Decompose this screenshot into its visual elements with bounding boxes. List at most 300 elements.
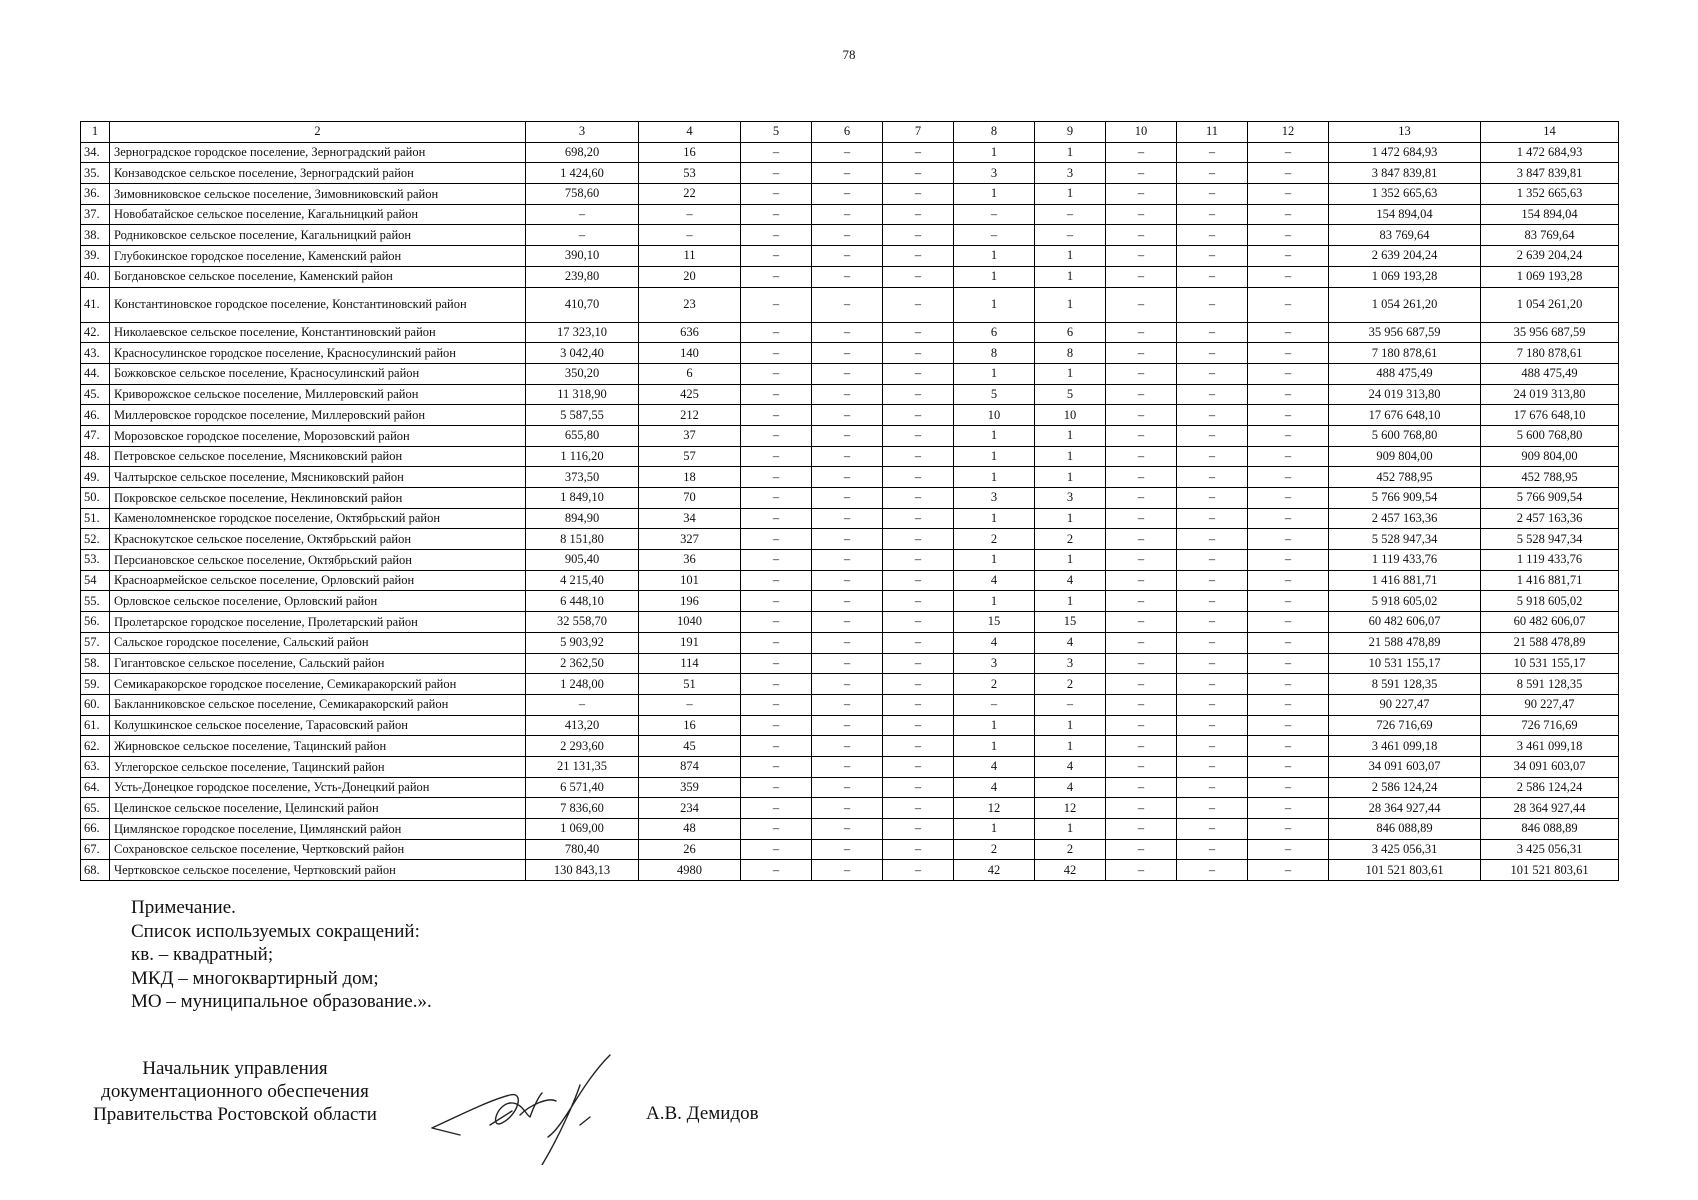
settlement-name-cell: Усть-Донецкое городское поселение, Усть-Донецкий район — [110, 777, 526, 798]
value-cell: – — [1106, 839, 1177, 860]
value-cell: 1 472 684,93 — [1329, 142, 1481, 163]
value-cell: – — [1248, 508, 1329, 529]
column-header: 2 — [110, 122, 526, 143]
value-cell: – — [1248, 446, 1329, 467]
value-cell: – — [1248, 322, 1329, 343]
value-cell: 1 — [1035, 446, 1106, 467]
value-cell: 32 558,70 — [526, 612, 639, 633]
value-cell: 5 528 947,34 — [1329, 529, 1481, 550]
value-cell: 42 — [954, 860, 1035, 881]
row-number-cell: 63. — [81, 756, 110, 777]
value-cell: 390,10 — [526, 246, 639, 267]
value-cell: 51 — [639, 674, 741, 695]
value-cell: – — [1248, 488, 1329, 509]
value-cell: – — [883, 570, 954, 591]
value-cell: – — [883, 736, 954, 757]
value-cell: – — [812, 287, 883, 322]
value-cell: – — [883, 819, 954, 840]
column-header: 14 — [1481, 122, 1619, 143]
value-cell: – — [883, 246, 954, 267]
value-cell: – — [741, 287, 812, 322]
value-cell: – — [1177, 736, 1248, 757]
row-number-cell: 52. — [81, 529, 110, 550]
table-row — [81, 322, 1619, 343]
row-number-cell: 49. — [81, 467, 110, 488]
data-table — [80, 121, 1619, 881]
value-cell: 2 639 204,24 — [1481, 246, 1619, 267]
value-cell: – — [1106, 570, 1177, 591]
value-cell: 7 180 878,61 — [1329, 343, 1481, 364]
value-cell: 140 — [639, 343, 741, 364]
value-cell: 350,20 — [526, 363, 639, 384]
value-cell: – — [883, 612, 954, 633]
row-number-cell: 65. — [81, 798, 110, 819]
table-row — [81, 632, 1619, 653]
value-cell: 22 — [639, 184, 741, 205]
value-cell: 6 448,10 — [526, 591, 639, 612]
value-cell: – — [741, 322, 812, 343]
table-row — [81, 163, 1619, 184]
settlement-name-cell: Орловское сельское поселение, Орловский район — [110, 591, 526, 612]
value-cell: 15 — [954, 612, 1035, 633]
table-row — [81, 266, 1619, 287]
value-cell: 1 — [954, 287, 1035, 322]
table-row — [81, 405, 1619, 426]
value-cell: 5 — [1035, 384, 1106, 405]
table-row — [81, 363, 1619, 384]
value-cell: 17 323,10 — [526, 322, 639, 343]
column-header: 11 — [1177, 122, 1248, 143]
table-row — [81, 287, 1619, 322]
settlement-name-cell: Гигантовское сельское поселение, Сальский район — [110, 653, 526, 674]
value-cell: 6 — [954, 322, 1035, 343]
value-cell: – — [526, 204, 639, 225]
value-cell: – — [1106, 405, 1177, 426]
table-row — [81, 550, 1619, 571]
value-cell: 5 528 947,34 — [1481, 529, 1619, 550]
value-cell: – — [741, 204, 812, 225]
table-row — [81, 612, 1619, 633]
value-cell: 1040 — [639, 612, 741, 633]
value-cell: 1 — [954, 715, 1035, 736]
value-cell: 20 — [639, 266, 741, 287]
settlement-name-cell: Красносулинское городское поселение, Красносулинский район — [110, 343, 526, 364]
value-cell: – — [1248, 570, 1329, 591]
value-cell: 45 — [639, 736, 741, 757]
value-cell: – — [1248, 653, 1329, 674]
settlement-name-cell: Сохрановское сельское поселение, Чертковский район — [110, 839, 526, 860]
value-cell: 2 — [1035, 529, 1106, 550]
column-header: 8 — [954, 122, 1035, 143]
value-cell: 327 — [639, 529, 741, 550]
value-cell: 3 — [1035, 163, 1106, 184]
value-cell: – — [1106, 508, 1177, 529]
value-cell: 1 — [954, 591, 1035, 612]
value-cell: – — [1106, 163, 1177, 184]
table-row — [81, 184, 1619, 205]
value-cell: – — [883, 529, 954, 550]
value-cell: – — [1177, 777, 1248, 798]
value-cell: – — [1248, 425, 1329, 446]
value-cell: – — [1177, 425, 1248, 446]
value-cell: – — [741, 425, 812, 446]
table-row — [81, 777, 1619, 798]
value-cell: – — [812, 322, 883, 343]
value-cell: – — [1106, 798, 1177, 819]
value-cell: – — [812, 343, 883, 364]
value-cell: 846 088,89 — [1481, 819, 1619, 840]
value-cell: – — [1106, 467, 1177, 488]
value-cell: – — [812, 819, 883, 840]
value-cell: – — [812, 591, 883, 612]
settlement-name-cell: Константиновское городское поселение, Константиновский район — [110, 287, 526, 322]
value-cell: – — [1177, 446, 1248, 467]
value-cell: 905,40 — [526, 550, 639, 571]
value-cell: 5 766 909,54 — [1481, 488, 1619, 509]
value-cell: – — [1177, 163, 1248, 184]
table-row — [81, 736, 1619, 757]
value-cell: 3 042,40 — [526, 343, 639, 364]
settlement-name-cell: Конзаводское сельское поселение, Зерноградский район — [110, 163, 526, 184]
value-cell: 1 — [1035, 287, 1106, 322]
value-cell: 1 248,00 — [526, 674, 639, 695]
notes-line: МО – муниципальное образование.». — [131, 991, 432, 1012]
value-cell: 90 227,47 — [1481, 694, 1619, 715]
value-cell: – — [741, 246, 812, 267]
value-cell: – — [1106, 715, 1177, 736]
value-cell: 60 482 606,07 — [1329, 612, 1481, 633]
value-cell: 780,40 — [526, 839, 639, 860]
settlement-name-cell: Сальское городское поселение, Сальский район — [110, 632, 526, 653]
value-cell: 11 — [639, 246, 741, 267]
value-cell: – — [741, 225, 812, 246]
value-cell: – — [1035, 225, 1106, 246]
value-cell: 1 — [954, 184, 1035, 205]
value-cell: – — [1248, 204, 1329, 225]
value-cell: – — [741, 736, 812, 757]
row-number-cell: 38. — [81, 225, 110, 246]
value-cell: – — [1177, 142, 1248, 163]
value-cell: – — [1248, 694, 1329, 715]
row-number-cell: 34. — [81, 142, 110, 163]
column-header: 6 — [812, 122, 883, 143]
value-cell: 4 — [954, 632, 1035, 653]
row-number-cell: 41. — [81, 287, 110, 322]
value-cell: 239,80 — [526, 266, 639, 287]
value-cell: – — [1106, 736, 1177, 757]
value-cell: – — [812, 529, 883, 550]
value-cell: – — [1177, 246, 1248, 267]
value-cell: – — [812, 266, 883, 287]
value-cell: – — [526, 225, 639, 246]
column-header: 1 — [81, 122, 110, 143]
value-cell: 1 — [954, 266, 1035, 287]
value-cell: 154 894,04 — [1481, 204, 1619, 225]
value-cell: 1 119 433,76 — [1329, 550, 1481, 571]
value-cell: – — [812, 798, 883, 819]
table-row — [81, 204, 1619, 225]
value-cell: 1 054 261,20 — [1329, 287, 1481, 322]
value-cell: 1 — [954, 467, 1035, 488]
table-row — [81, 142, 1619, 163]
value-cell: – — [1106, 363, 1177, 384]
value-cell: 101 — [639, 570, 741, 591]
value-cell: – — [741, 570, 812, 591]
column-header: 9 — [1035, 122, 1106, 143]
value-cell: – — [883, 425, 954, 446]
value-cell: – — [812, 405, 883, 426]
table-row — [81, 591, 1619, 612]
value-cell: – — [812, 225, 883, 246]
value-cell: – — [812, 777, 883, 798]
value-cell: – — [1177, 508, 1248, 529]
value-cell: – — [741, 184, 812, 205]
value-cell: 154 894,04 — [1329, 204, 1481, 225]
value-cell: – — [741, 715, 812, 736]
row-number-cell: 36. — [81, 184, 110, 205]
value-cell: 1 — [1035, 184, 1106, 205]
notes-line: Список используемых сокращений: — [131, 920, 420, 942]
settlement-name-cell: Чалтырское сельское поселение, Мясниковский район — [110, 467, 526, 488]
value-cell: – — [883, 632, 954, 653]
value-cell: – — [1248, 467, 1329, 488]
row-number-cell: 68. — [81, 860, 110, 881]
value-cell: 60 482 606,07 — [1481, 612, 1619, 633]
value-cell: 83 769,64 — [1481, 225, 1619, 246]
value-cell: 3 847 839,81 — [1329, 163, 1481, 184]
value-cell: – — [812, 715, 883, 736]
value-cell: – — [883, 287, 954, 322]
signatory-title — [60, 1057, 410, 1126]
value-cell: – — [1248, 632, 1329, 653]
value-cell: 21 588 478,89 — [1329, 632, 1481, 653]
table-row — [81, 446, 1619, 467]
table-row — [81, 246, 1619, 267]
value-cell: – — [812, 674, 883, 695]
value-cell: 196 — [639, 591, 741, 612]
value-cell: 11 318,90 — [526, 384, 639, 405]
row-number-cell: 61. — [81, 715, 110, 736]
value-cell: 726 716,69 — [1329, 715, 1481, 736]
settlement-name-cell: Персиановское сельское поселение, Октябрьский район — [110, 550, 526, 571]
value-cell: – — [1177, 343, 1248, 364]
settlement-name-cell: Жирновское сельское поселение, Тацинский район — [110, 736, 526, 757]
value-cell: – — [1106, 246, 1177, 267]
value-cell: 8 — [954, 343, 1035, 364]
value-cell: – — [1177, 266, 1248, 287]
value-cell: 1 116,20 — [526, 446, 639, 467]
value-cell: – — [741, 529, 812, 550]
value-cell: 35 956 687,59 — [1481, 322, 1619, 343]
value-cell: 1 — [1035, 736, 1106, 757]
value-cell: 24 019 313,80 — [1329, 384, 1481, 405]
value-cell: 21 588 478,89 — [1481, 632, 1619, 653]
value-cell: – — [741, 550, 812, 571]
value-cell: 34 — [639, 508, 741, 529]
value-cell: – — [741, 653, 812, 674]
value-cell: – — [741, 674, 812, 695]
value-cell: 3 — [954, 653, 1035, 674]
value-cell: – — [1177, 715, 1248, 736]
value-cell: – — [1248, 529, 1329, 550]
value-cell: – — [1248, 287, 1329, 322]
handwritten-signature — [430, 1045, 640, 1165]
column-header: 10 — [1106, 122, 1177, 143]
column-header: 7 — [883, 122, 954, 143]
value-cell: 10 531 155,17 — [1329, 653, 1481, 674]
notes-heading: Примечание. — [131, 897, 236, 918]
value-cell: – — [812, 756, 883, 777]
value-cell: – — [1106, 343, 1177, 364]
row-number-cell: 40. — [81, 266, 110, 287]
table-row — [81, 674, 1619, 695]
value-cell: – — [812, 163, 883, 184]
value-cell: – — [741, 488, 812, 509]
value-cell: – — [741, 363, 812, 384]
row-number-cell: 50. — [81, 488, 110, 509]
value-cell: 42 — [1035, 860, 1106, 881]
value-cell: 36 — [639, 550, 741, 571]
value-cell: – — [1106, 550, 1177, 571]
table-row — [81, 384, 1619, 405]
table-row — [81, 756, 1619, 777]
value-cell: 2 — [954, 674, 1035, 695]
value-cell: – — [1106, 632, 1177, 653]
value-cell: 3 847 839,81 — [1481, 163, 1619, 184]
value-cell: 488 475,49 — [1329, 363, 1481, 384]
value-cell: – — [812, 467, 883, 488]
value-cell: – — [1177, 384, 1248, 405]
value-cell: – — [1177, 322, 1248, 343]
value-cell: 2 — [954, 839, 1035, 860]
value-cell: – — [741, 756, 812, 777]
value-cell: – — [883, 384, 954, 405]
column-header: 12 — [1248, 122, 1329, 143]
value-cell: – — [1248, 246, 1329, 267]
value-cell: 1 — [1035, 715, 1106, 736]
settlement-name-cell: Пролетарское городское поселение, Пролетарский район — [110, 612, 526, 633]
value-cell: – — [1106, 384, 1177, 405]
value-cell: – — [1248, 142, 1329, 163]
value-cell: 1 416 881,71 — [1481, 570, 1619, 591]
value-cell: – — [741, 384, 812, 405]
value-cell: 57 — [639, 446, 741, 467]
value-cell: – — [741, 508, 812, 529]
row-number-cell: 62. — [81, 736, 110, 757]
row-number-cell: 51. — [81, 508, 110, 529]
value-cell: – — [883, 591, 954, 612]
value-cell: 2 586 124,24 — [1481, 777, 1619, 798]
value-cell: 909 804,00 — [1481, 446, 1619, 467]
value-cell: 8 591 128,35 — [1329, 674, 1481, 695]
value-cell: 1 — [954, 736, 1035, 757]
row-number-cell: 66. — [81, 819, 110, 840]
value-cell: 413,20 — [526, 715, 639, 736]
value-cell: 34 091 603,07 — [1481, 756, 1619, 777]
value-cell: – — [1106, 860, 1177, 881]
value-cell: 191 — [639, 632, 741, 653]
settlement-name-cell: Божковское сельское поселение, Красносулинский район — [110, 363, 526, 384]
value-cell: – — [883, 798, 954, 819]
value-cell: 425 — [639, 384, 741, 405]
value-cell: – — [1106, 694, 1177, 715]
value-cell: – — [1177, 488, 1248, 509]
value-cell: – — [741, 694, 812, 715]
value-cell: 34 091 603,07 — [1329, 756, 1481, 777]
value-cell: – — [1106, 225, 1177, 246]
value-cell: – — [883, 756, 954, 777]
value-cell: 10 531 155,17 — [1481, 653, 1619, 674]
value-cell: – — [1177, 184, 1248, 205]
settlement-name-cell: Колушкинское сельское поселение, Тарасовский район — [110, 715, 526, 736]
value-cell: 1 054 261,20 — [1481, 287, 1619, 322]
row-number-cell: 45. — [81, 384, 110, 405]
table-row — [81, 715, 1619, 736]
value-cell: 1 — [1035, 266, 1106, 287]
settlement-name-cell: Родниковское сельское поселение, Кагальницкий район — [110, 225, 526, 246]
value-cell: – — [1248, 343, 1329, 364]
table-row — [81, 819, 1619, 840]
value-cell: – — [741, 612, 812, 633]
value-cell: 3 — [954, 488, 1035, 509]
value-cell: 2 457 163,36 — [1481, 508, 1619, 529]
value-cell: 26 — [639, 839, 741, 860]
value-cell: – — [1106, 266, 1177, 287]
settlement-name-cell: Криворожское сельское поселение, Миллеровский район — [110, 384, 526, 405]
value-cell: 12 — [954, 798, 1035, 819]
settlement-name-cell: Покровское сельское поселение, Неклиновский район — [110, 488, 526, 509]
value-cell: 28 364 927,44 — [1481, 798, 1619, 819]
value-cell: – — [883, 204, 954, 225]
value-cell: 3 — [1035, 653, 1106, 674]
value-cell: 1 416 881,71 — [1329, 570, 1481, 591]
table-row — [81, 653, 1619, 674]
value-cell: 17 676 648,10 — [1329, 405, 1481, 426]
value-cell: – — [1177, 287, 1248, 322]
value-cell: – — [1248, 839, 1329, 860]
value-cell: – — [1106, 322, 1177, 343]
value-cell: – — [741, 142, 812, 163]
value-cell: 1 — [954, 446, 1035, 467]
value-cell: – — [526, 694, 639, 715]
value-cell: – — [1248, 674, 1329, 695]
value-cell: – — [812, 736, 883, 757]
settlement-name-cell: Николаевское сельское поселение, Константиновский район — [110, 322, 526, 343]
value-cell: – — [1177, 694, 1248, 715]
table-row — [81, 839, 1619, 860]
value-cell: 1 352 665,63 — [1329, 184, 1481, 205]
value-cell: – — [1106, 819, 1177, 840]
value-cell: – — [883, 446, 954, 467]
value-cell: 10 — [1035, 405, 1106, 426]
value-cell: 1 069 193,28 — [1481, 266, 1619, 287]
value-cell: 8 151,80 — [526, 529, 639, 550]
row-number-cell: 48. — [81, 446, 110, 467]
value-cell: 4 — [954, 756, 1035, 777]
value-cell: – — [1248, 266, 1329, 287]
value-cell: 6 — [1035, 322, 1106, 343]
value-cell: – — [741, 798, 812, 819]
value-cell: – — [1248, 756, 1329, 777]
value-cell: – — [954, 204, 1035, 225]
value-cell: – — [741, 860, 812, 881]
settlement-name-cell: Глубокинское городское поселение, Каменский район — [110, 246, 526, 267]
value-cell: – — [883, 694, 954, 715]
value-cell: – — [812, 570, 883, 591]
value-cell: 452 788,95 — [1329, 467, 1481, 488]
table-body — [81, 142, 1619, 880]
table-row — [81, 694, 1619, 715]
